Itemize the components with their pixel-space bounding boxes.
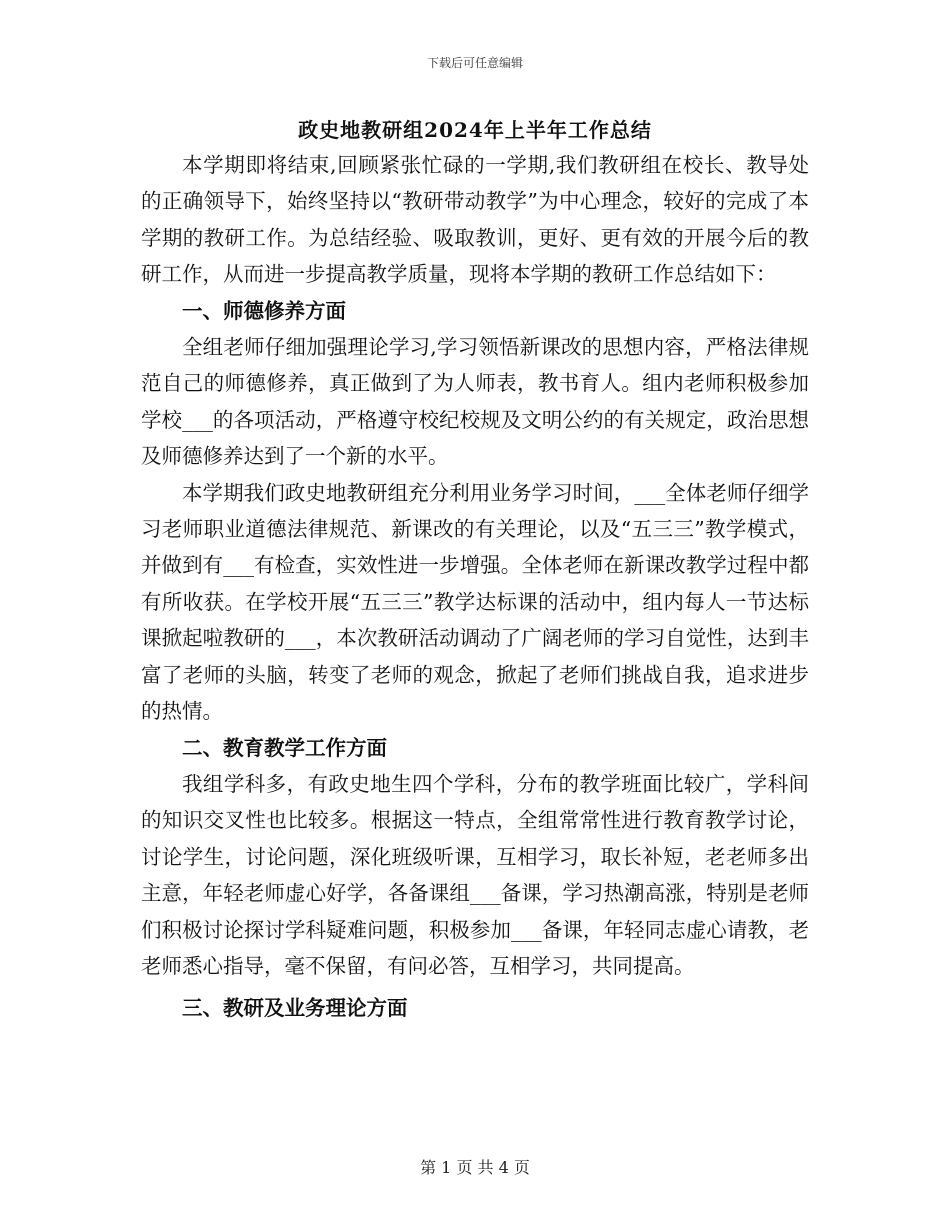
- section-2-heading: 二、教育教学工作方面: [182, 735, 387, 760]
- section-2-paragraph-1: 我组学科多，有政史地生四个学科，分布的教学班面比较广，学科间的知识交叉性也比较多。根据这一特点，全组常常性进行教育教学讨论，讨论学生，讨论问题，深化班级听课，互相学习，取长补短，老老师多出主意，年轻老师虚心好学，各备课组___备课，学习热潮高涨，特别是老师们积极讨论探讨学科疑难问题，积极参加___备课，年轻同志虚心请教，老老师悉心指导，毫不保留，有问必答，互相学习，共同提高。: [141, 771, 809, 978]
- document-body: [141, 147, 809, 1027]
- page-number-footer: 第 1 页 共 4 页: [420, 1158, 530, 1177]
- section-1-paragraph-1: 全组老师仔细加强理论学习,学习领悟新课改的思想内容，严格法律规范自己的师德修养，真正做到了为人师表，教书育人。组内老师积极参加学校___的各项活动，严格遵守校纪校规及文明公约的有关规定，政治思想及师德修养达到了一个新的水平。: [141, 335, 809, 469]
- section-1-heading: 一、师德修养方面: [182, 298, 346, 323]
- section-1-paragraph-2: 本学期我们政史地教研组充分利用业务学习时间，___全体老师仔细学习老师职业道德法律规范、新课改的有关理论，以及“五三三”教学模式，并做到有___有检查，实效性进一步增强。全体老师在新课改教学过程中都有所收获。在学校开展“五三三”教学达标课的活动中，组内每人一节达标课掀起啦教研的___，本次教研活动调动了广阔老师的学习自觉性，达到丰富了老师的头脑，转变了老师的观念，掀起了老师们挑战自我，追求进步的热情。: [141, 480, 809, 724]
- intro-paragraph: 本学期即将结束,回顾紧张忙碌的一学期,我们教研组在校长、教导处的正确领导下，始终坚持以“教研带动教学”为中心理念，较好的完成了本学期的教研工作。为总结经验、吸取教训，更好、更有效的开展今后的教研工作，从而进一步提高教学质量，现将本学期的教研工作总结如下：: [141, 153, 809, 287]
- document-title: 政史地教研组2024年上半年工作总结: [298, 118, 652, 142]
- header-note: 下载后可任意编辑: [426, 56, 523, 70]
- section-3-heading: 三、教研及业务理论方面: [182, 996, 408, 1021]
